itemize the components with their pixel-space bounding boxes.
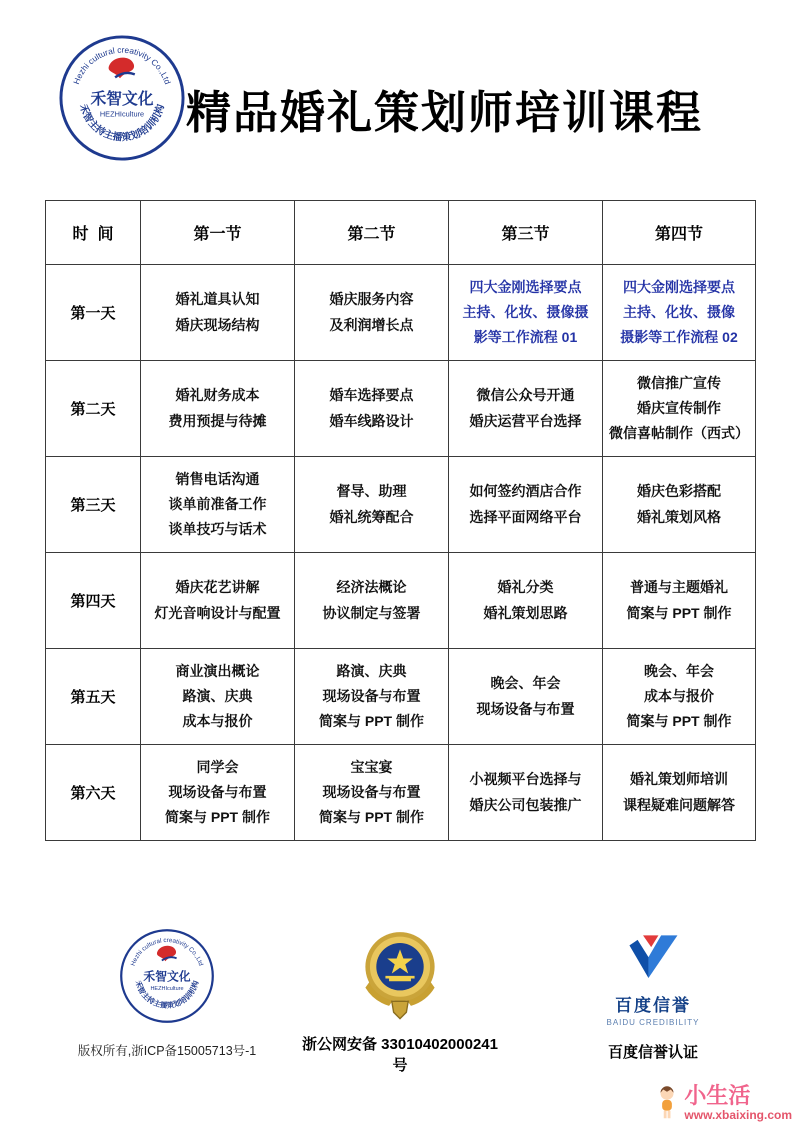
column-header: 时 间 bbox=[46, 201, 141, 265]
course-cell-line: 现场设备与布置 bbox=[168, 783, 267, 800]
course-cell-line: 婚礼策划风格 bbox=[637, 508, 721, 525]
course-cell-line: 同学会 bbox=[196, 758, 239, 775]
course-cell-line: 宝宝宴 bbox=[350, 758, 393, 775]
course-cell-line: 简案与 PPT 制作 bbox=[318, 809, 424, 826]
course-cell-line: 婚礼道具认知 bbox=[175, 291, 260, 308]
day-label: 第六天 bbox=[46, 745, 141, 841]
course-cell-line: 路演、庆典 bbox=[182, 687, 253, 704]
svg-text:禾智文化: 禾智文化 bbox=[90, 90, 154, 108]
course-cell-line: 婚庆服务内容 bbox=[329, 291, 414, 308]
svg-text:禾智文化: 禾智文化 bbox=[143, 969, 191, 984]
course-cell-line: 现场设备与布置 bbox=[476, 700, 575, 717]
course-cell-line: 成本与报价 bbox=[644, 687, 714, 704]
course-cell-line: 四大金刚选择要点 bbox=[623, 278, 735, 295]
course-cell bbox=[603, 265, 756, 361]
course-cell-line: 婚庆花艺讲解 bbox=[175, 579, 260, 596]
course-cell bbox=[295, 553, 449, 649]
course-cell-line: 影等工作流程 01 bbox=[473, 329, 578, 346]
page-title: 精品婚礼策划师培训课程 bbox=[186, 87, 704, 138]
day-label: 第一天 bbox=[46, 265, 141, 361]
day-label: 第三天 bbox=[46, 457, 141, 553]
company-stamp-small-icon bbox=[119, 928, 215, 1024]
course-cell-line: 婚礼策划思路 bbox=[483, 604, 568, 621]
course-cell-line: 现场设备与布置 bbox=[322, 783, 421, 800]
footer-copyright-block bbox=[62, 928, 272, 1059]
course-cell bbox=[295, 361, 449, 457]
course-cell-line: 简案与 PPT 制作 bbox=[626, 604, 732, 621]
svg-text:禾智主持主播策划培训机构: 禾智主持主播策划培训机构 bbox=[77, 103, 167, 144]
course-cell bbox=[603, 457, 756, 553]
course-cell-line: 销售电话沟通 bbox=[175, 470, 260, 487]
course-cell bbox=[295, 457, 449, 553]
column-header: 第三节 bbox=[449, 201, 603, 265]
course-cell-line: 主持、化妆、摄像摄 bbox=[462, 303, 589, 320]
course-cell-line: 婚庆运营平台选择 bbox=[469, 412, 582, 429]
course-cell bbox=[141, 457, 295, 553]
course-cell-line: 课程疑难问题解答 bbox=[623, 796, 735, 813]
course-cell bbox=[603, 649, 756, 745]
course-cell-line: 四大金刚选择要点 bbox=[469, 278, 582, 295]
police-registration-text: 浙公网安备 33010402000241号 bbox=[302, 1036, 498, 1074]
course-cell bbox=[449, 649, 603, 745]
table-row bbox=[46, 553, 756, 649]
company-stamp-icon bbox=[58, 34, 186, 162]
course-cell-line: 婚庆色彩搭配 bbox=[637, 483, 721, 500]
course-cell-line: 简案与 PPT 制作 bbox=[318, 713, 424, 730]
course-cell bbox=[449, 361, 603, 457]
course-cell-line: 微信推广宣传 bbox=[637, 374, 721, 391]
day-label: 第二天 bbox=[46, 361, 141, 457]
course-cell-line: 简案与 PPT 制作 bbox=[164, 809, 270, 826]
course-cell-line: 费用预提与待摊 bbox=[168, 412, 267, 429]
course-cell-line: 成本与报价 bbox=[182, 713, 253, 730]
svg-text:Hezhi cultural creativity Co.,: Hezhi cultural creativity Co.,Ltd bbox=[129, 937, 205, 967]
course-cell-line: 婚庆宣传制作 bbox=[637, 399, 721, 416]
course-cell-line: 普通与主题婚礼 bbox=[630, 579, 728, 596]
course-cell-line: 晚会、年会 bbox=[644, 662, 714, 679]
svg-text:禾智主持主播策划培训机构: 禾智主持主播策划培训机构 bbox=[133, 979, 201, 1010]
copyright-text: 版权所有,浙ICP备15005713号-1 bbox=[77, 1044, 257, 1058]
course-cell-line: 婚庆公司包装推广 bbox=[469, 796, 582, 813]
footer-police-block bbox=[300, 928, 500, 1075]
course-cell bbox=[603, 361, 756, 457]
course-cell bbox=[449, 553, 603, 649]
day-label: 第四天 bbox=[46, 553, 141, 649]
course-cell-line: 经济法概论 bbox=[336, 579, 407, 596]
footer-baidu-block bbox=[558, 932, 748, 1062]
course-cell bbox=[449, 265, 603, 361]
watermark-url: www.xbaixing.com bbox=[684, 1108, 792, 1122]
table-row bbox=[46, 265, 756, 361]
table-header-row bbox=[46, 201, 756, 265]
course-cell bbox=[295, 265, 449, 361]
course-cell-line: 灯光音响设计与配置 bbox=[154, 604, 281, 621]
course-cell-line: 小视频平台选择与 bbox=[469, 771, 582, 788]
course-cell bbox=[449, 457, 603, 553]
svg-text:Hezhi cultural creativity Co.,: Hezhi cultural creativity Co.,Ltd bbox=[71, 44, 173, 86]
column-header: 第一节 bbox=[141, 201, 295, 265]
course-cell-line: 如何签约酒店合作 bbox=[469, 483, 582, 500]
baidu-credibility-subtitle: BAIDU CREDIBILITY bbox=[606, 1018, 700, 1027]
course-cell bbox=[141, 745, 295, 841]
course-cell bbox=[141, 649, 295, 745]
course-cell-line: 婚车线路设计 bbox=[329, 412, 414, 429]
course-cell-line: 婚礼策划师培训 bbox=[630, 771, 728, 788]
course-cell-line: 谈单技巧与话术 bbox=[168, 521, 267, 538]
course-cell-line: 婚礼统筹配合 bbox=[329, 508, 414, 525]
course-cell-line: 督导、助理 bbox=[336, 483, 407, 500]
police-badge-icon bbox=[359, 928, 441, 1020]
course-cell-line: 摄影等工作流程 02 bbox=[620, 329, 738, 346]
course-cell bbox=[449, 745, 603, 841]
course-cell bbox=[141, 265, 295, 361]
course-cell-line: 谈单前准备工作 bbox=[168, 495, 267, 512]
course-cell-line: 现场设备与布置 bbox=[322, 687, 421, 704]
column-header: 第二节 bbox=[295, 201, 449, 265]
baidu-credibility-title: 百度信誉 bbox=[615, 996, 691, 1015]
course-cell-line: 简案与 PPT 制作 bbox=[626, 713, 732, 730]
course-cell bbox=[295, 745, 449, 841]
table-row bbox=[46, 457, 756, 553]
course-cell-line: 婚礼分类 bbox=[497, 579, 554, 596]
course-cell-line: 婚庆现场结构 bbox=[175, 316, 260, 333]
course-cell bbox=[295, 649, 449, 745]
baidu-cert-text: 百度信誉认证 bbox=[607, 1044, 698, 1061]
course-cell-line: 及利润增长点 bbox=[329, 316, 414, 333]
course-cell-line: 婚车选择要点 bbox=[329, 387, 414, 404]
course-cell-line: 婚礼财务成本 bbox=[175, 387, 260, 404]
course-cell-line: 晚会、年会 bbox=[490, 675, 561, 692]
table-row bbox=[46, 361, 756, 457]
mascot-icon bbox=[654, 1084, 680, 1120]
course-cell-line: 协议制定与签署 bbox=[322, 604, 421, 621]
course-cell-line: 微信喜帖制作（西式） bbox=[609, 425, 749, 442]
day-label: 第五天 bbox=[46, 649, 141, 745]
baidu-credibility-icon bbox=[624, 932, 682, 984]
course-cell-line: 商业演出概论 bbox=[175, 662, 260, 679]
course-cell bbox=[603, 745, 756, 841]
course-cell-line: 选择平面网络平台 bbox=[469, 508, 582, 525]
table-row bbox=[46, 745, 756, 841]
watermark-title: 小生活 bbox=[684, 1082, 751, 1108]
course-schedule-table bbox=[45, 200, 756, 841]
course-cell bbox=[141, 553, 295, 649]
table-row bbox=[46, 649, 756, 745]
course-cell bbox=[141, 361, 295, 457]
course-cell-line: 路演、庆典 bbox=[336, 662, 407, 679]
course-cell bbox=[603, 553, 756, 649]
svg-text:HEZHIculture: HEZHIculture bbox=[150, 986, 184, 993]
site-watermark bbox=[654, 1084, 792, 1122]
svg-text:HEZHIculture: HEZHIculture bbox=[99, 109, 145, 119]
course-cell-line: 主持、化妆、摄像 bbox=[623, 303, 735, 320]
course-cell-line: 微信公众号开通 bbox=[476, 387, 575, 404]
column-header: 第四节 bbox=[603, 201, 756, 265]
company-stamp-logo bbox=[58, 34, 186, 162]
